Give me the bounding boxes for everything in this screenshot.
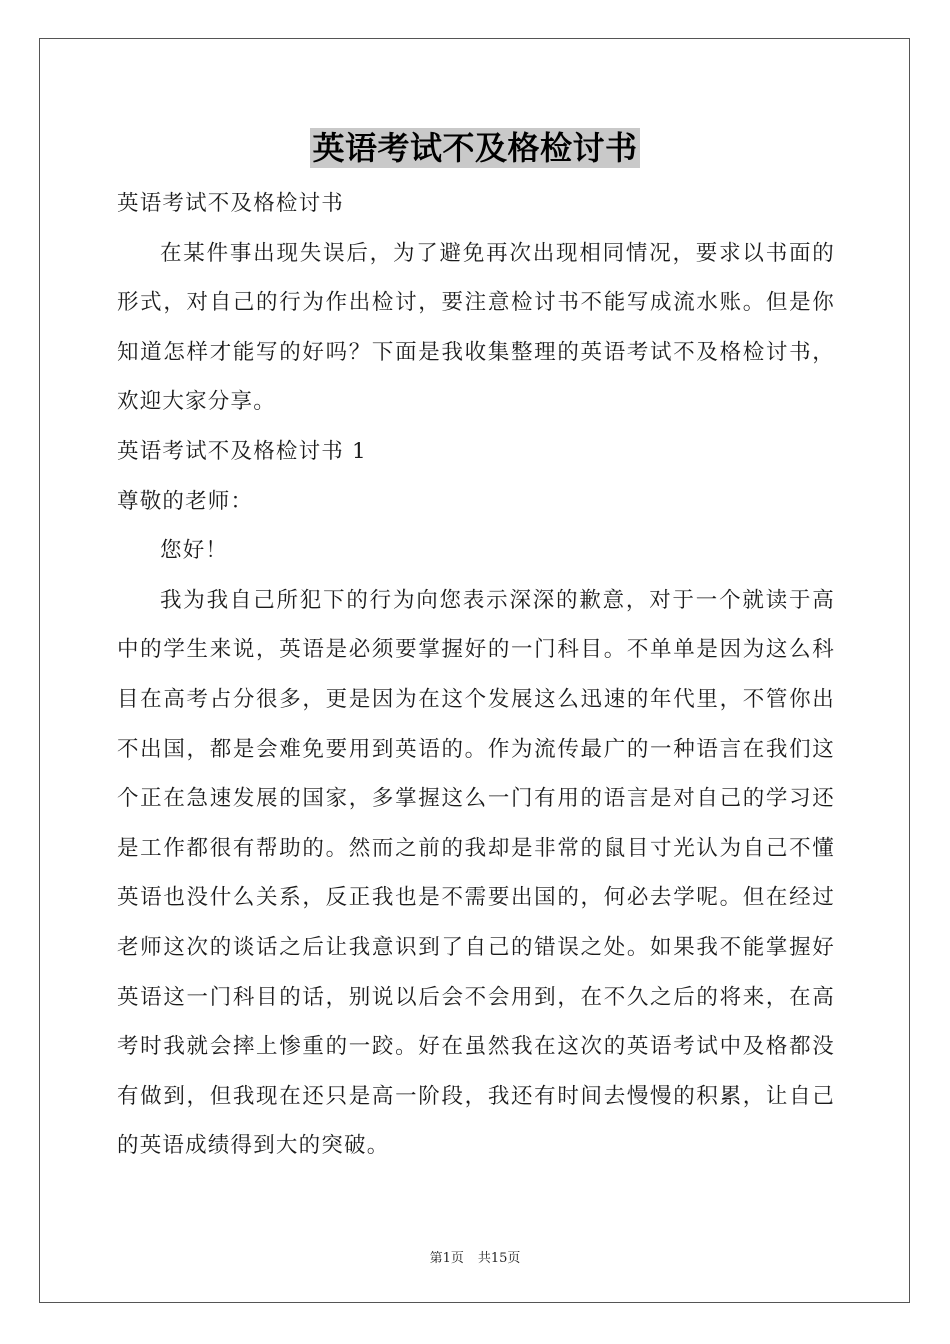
title-container	[0, 128, 950, 168]
section-heading: 英语考试不及格检讨书 1	[117, 438, 367, 464]
document-title: 英语考试不及格检讨书	[312, 129, 638, 167]
salutation: 尊敬的老师：	[117, 488, 254, 514]
greeting: 您好！	[160, 538, 229, 564]
subtitle-line: 英语考试不及格检讨书	[117, 191, 345, 216]
document-body	[117, 179, 835, 1171]
body-paragraph: 我为我自己所犯下的行为向您表示深深的歉意，对于一个就读于高中的学生来说，英语是必须要掌握好的一门科目。不单单是因为这么科目在高考占分很多，更是因为在这个发展这么迅速的年代里，不管你出不出国，都是会难免要用到英语的。作为流传最广的一种语言在我们这个正在急速发展的国家，多掌握这么一门有用的语言是对自己的学习还是工作都很有帮助的。然而之前的我却是非常的鼠目寸光认为自己不懂英语也没什么关系，反正我也是不需要出国的，何必去学呢。但在经过老师这次的谈话之后让我意识到了自己的错误之处。如果我不能掌握好英语这一门科目的话，别说以后会不会用到，在不久之后的将来，在高考时我就会摔上惨重的一跤。好在虽然我在这次的英语考试中及格都没有做到，但我现在还只是高一阶段，我还有时间去慢慢的积累，让自己的英语成绩得到大的突破。	[117, 587, 835, 1159]
intro-paragraph: 在某件事出现失误后，为了避免再次出现相同情况，要求以书面的形式，对自己的行为作出检讨，要注意检讨书不能写成流水账。但是你知道怎样才能写的好吗？下面是我收集整理的英语考试不及格检讨书，欢迎大家分享。	[117, 240, 835, 415]
page-number: 第1页	[429, 1251, 464, 1266]
page-total: 共15页	[477, 1251, 521, 1266]
page-footer	[0, 1247, 950, 1266]
